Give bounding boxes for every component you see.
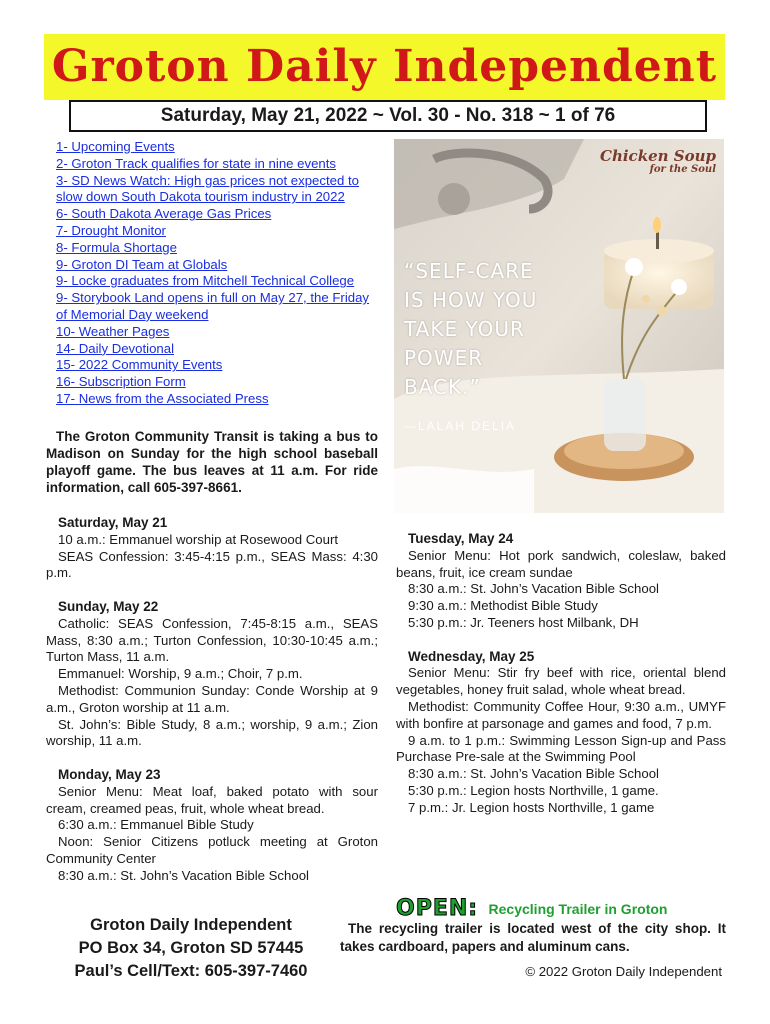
day-heading: Tuesday, May 24 [408, 531, 514, 546]
day-heading: Wednesday, May 25 [408, 648, 535, 664]
publisher-name: Groton Daily Independent [90, 916, 292, 934]
toc-link[interactable]: 3- SD News Watch: High gas prices not expected to slow down South Dakota tourism industry in 2022 [56, 172, 359, 205]
toc-link[interactable]: 6- South Dakota Average Gas Prices [56, 206, 272, 222]
toc-link[interactable]: 14- Daily Devotional [56, 340, 175, 356]
event-line: Methodist: Communion Sunday: Conde Worship at 9 a.m., Groton worship at 11 a.m. [46, 682, 378, 715]
event-line: 5:30 p.m.: Legion hosts Northville, 1 game. [408, 782, 659, 798]
toc-link[interactable]: 9- Groton DI Team at Globals [56, 256, 228, 272]
recycling-heading: Recycling Trailer in Groton [488, 900, 668, 917]
quote-photo [394, 139, 724, 513]
publisher-contact [46, 914, 336, 983]
toc-link[interactable]: 8- Formula Shortage [56, 239, 177, 255]
event-line: 6:30 a.m.: Emmanuel Bible Study [58, 817, 254, 833]
event-line: SEAS Confession: 3:45-4:15 p.m., SEAS Mass: 4:30 p.m. [46, 548, 378, 581]
event-line: Senior Menu: Stir fry beef with rice, oriental blend vegetables, honey fruit salad, whole wheat bread. [396, 665, 726, 698]
event-line: Senior Menu: Hot pork sandwich, coleslaw, baked beans, fruit, ice cream sundae [396, 547, 726, 580]
toc-link[interactable]: 1- Upcoming Events [56, 139, 175, 154]
day-heading: Monday, May 23 [58, 766, 161, 782]
event-line: Methodist: Community Coffee Hour, 9:30 a.m., UMYF with bonfire at parsonage and games and food, 7 p.m. [396, 698, 726, 731]
table-of-contents [46, 139, 378, 408]
day-heading: Sunday, May 22 [58, 598, 159, 614]
recycling-notice: The recycling trailer is located west of the city shop. It takes cardboard, papers and aluminum cans. [340, 921, 726, 954]
event-line: Senior Menu: Meat loaf, baked potato with sour cream, creamed peas, fruit, whole wheat bread. [46, 783, 378, 816]
event-line: 9 a.m. to 1 p.m.: Swimming Lesson Sign-up and Pass Purchase Pre-sale at the Swimming Pool [396, 732, 726, 765]
transit-notice: The Groton Community Transit is taking a bus to Madison on Sunday for the high school baseball playoff game. The bus leaves at 11 a.m. For ride information, call 605-397-8661. [46, 429, 378, 495]
events-right-column [396, 531, 726, 817]
day-heading: Saturday, May 21 [58, 515, 168, 530]
toc-link[interactable]: 15- 2022 Community Events [56, 357, 223, 373]
brand-logo: Chicken Soup for the Soul [600, 147, 716, 175]
toc-link[interactable]: 7- Drought Monitor [56, 222, 166, 238]
toc-link[interactable]: 2- Groton Track qualifies for state in nine events [56, 155, 337, 171]
event-line: 8:30 a.m.: St. John’s Vacation Bible School [408, 766, 659, 782]
publisher-phone: Paul’s Cell/Text: 605-397-7460 [74, 962, 308, 980]
publisher-address: PO Box 34, Groton SD 57445 [78, 939, 304, 957]
open-badge: OPEN: [396, 896, 479, 921]
quote-author: —LALAH DELIA [404, 419, 517, 433]
event-line: Noon: Senior Citizens potluck meeting at Groton Community Center [46, 834, 378, 866]
event-line: 7 p.m.: Jr. Legion hosts Northville, 1 game [408, 799, 655, 815]
events-left-column [46, 515, 378, 885]
toc-link[interactable]: 17- News from the Associated Press [56, 390, 269, 406]
dateline: Saturday, May 21, 2022 ~ Vol. 30 - No. 318 ~ 1 of 76 [69, 100, 707, 132]
event-line: 8:30 a.m.: St. John’s Vacation Bible School [408, 581, 659, 597]
event-line: Catholic: SEAS Confession, 7:45-8:15 a.m., SEAS Mass, 8:30 a.m.; Turton Confession, 10:30-10:45 a.m.; Turton Mass, 11 a.m. [46, 615, 378, 665]
event-line: St. John’s: Bible Study, 8 a.m.; worship, 9 a.m.; Zion worship, 11 a.m. [46, 716, 378, 749]
toc-link[interactable]: 10- Weather Pages [56, 323, 170, 339]
toc-link[interactable]: 9- Locke graduates from Mitchell Technical College [56, 273, 355, 289]
masthead [44, 34, 725, 100]
masthead-title: Groton Daily Independent [51, 41, 718, 92]
toc-link[interactable]: 9- Storybook Land opens in full on May 27, the Friday of Memorial Day weekend [56, 290, 370, 322]
open-banner [396, 896, 726, 921]
toc-link[interactable]: 16- Subscription Form [56, 374, 186, 390]
event-line: 10 a.m.: Emmanuel worship at Rosewood Court [58, 531, 338, 547]
event-line: 9:30 a.m.: Methodist Bible Study [408, 598, 598, 614]
quote-text: “SELF-CARE IS HOW YOU TAKE YOUR POWER BACK.” [404, 259, 538, 399]
copyright: © 2022 Groton Daily Independent [525, 964, 722, 979]
event-line: Emmanuel: Worship, 9 a.m.; Choir, 7 p.m. [58, 666, 303, 682]
event-line: 8:30 a.m.: St. John’s Vacation Bible School [58, 867, 309, 883]
event-line: 5:30 p.m.: Jr. Teeners host Milbank, DH [408, 614, 639, 630]
